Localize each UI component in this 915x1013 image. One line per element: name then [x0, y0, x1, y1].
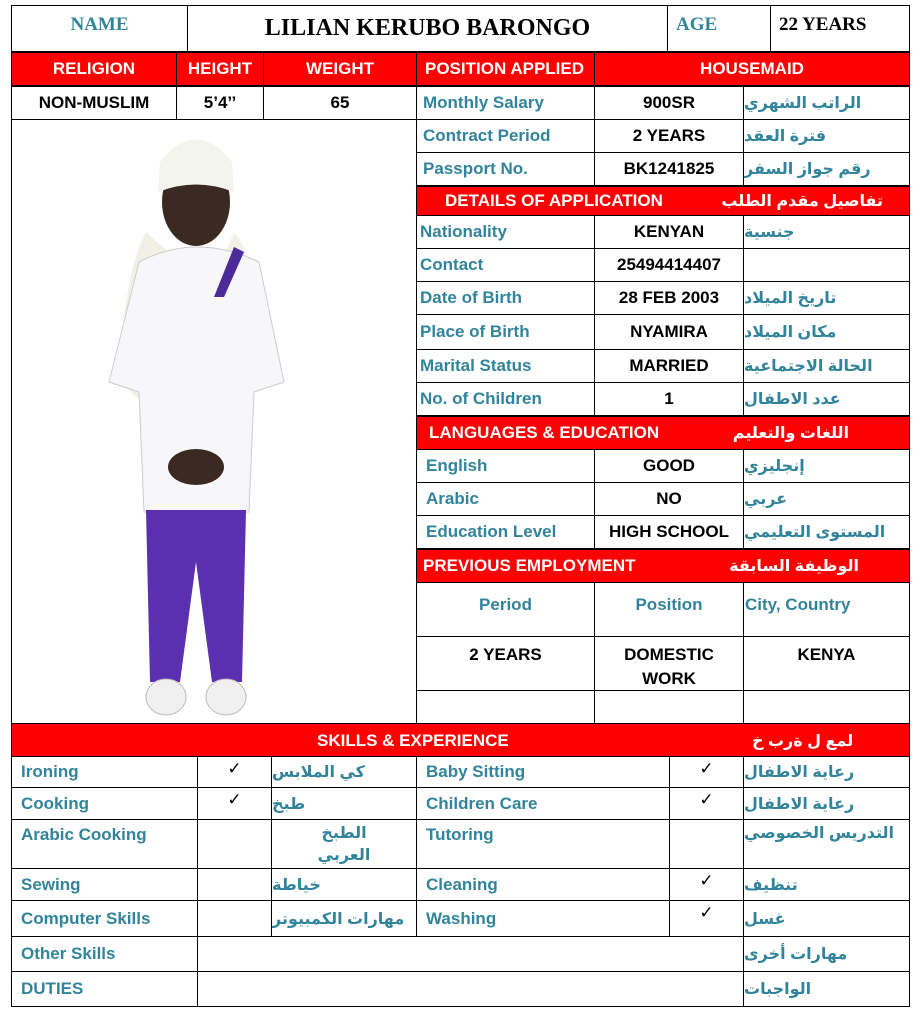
employment-title: PREVIOUS EMPLOYMENT [423, 556, 636, 575]
other-skills-value [197, 936, 744, 972]
employment-empty-3 [743, 690, 910, 724]
employment-title-ar: الوظيفة السابقة [729, 558, 859, 575]
dob-ar: تاريخ الميلاد [743, 281, 910, 315]
skill-washing-ar: غسل [743, 900, 910, 937]
skill-cooking-check-icon: ✓ [197, 787, 272, 820]
employment-header [416, 549, 910, 583]
skill-ironing-label: Ironing [11, 756, 198, 788]
children-label: No. of Children [416, 382, 595, 416]
applicant-photo [11, 119, 417, 724]
skill-arabic-cooking-ar-line2: العربي [317, 847, 371, 864]
nationality-ar: جنسية [743, 215, 910, 249]
position-value: HOUSEMAID [594, 52, 910, 86]
education-label: Education Level [416, 515, 595, 549]
contact-value: 25494414407 [594, 248, 744, 282]
nationality-value: KENYAN [594, 215, 744, 249]
pob-ar: مكان الميلاد [743, 314, 910, 350]
religion-value: NON-MUSLIM [11, 86, 177, 120]
languages-title: LANGUAGES & EDUCATION [429, 423, 660, 442]
skill-arabic-cooking-ar [271, 819, 417, 869]
skill-babysitting-ar: رعاية الاطفال [743, 756, 910, 788]
dob-value: 28 FEB 2003 [594, 281, 744, 315]
age-label: AGE [667, 5, 771, 52]
skill-washing-check-icon: ✓ [669, 900, 744, 937]
education-value: HIGH SCHOOL [594, 515, 744, 549]
skill-babysitting-label: Baby Sitting [416, 756, 670, 788]
skill-ironing-ar: كي الملابس [271, 756, 417, 788]
skill-tutoring-check [669, 819, 744, 869]
details-header [416, 186, 910, 216]
skill-babysitting-check-icon: ✓ [669, 756, 744, 788]
skill-childrencare-ar: رعاية الاطفال [743, 787, 910, 820]
employment-col-position: Position [594, 582, 744, 637]
name-label: NAME [11, 5, 188, 52]
skill-childrencare-check-icon: ✓ [669, 787, 744, 820]
monthly-salary-value: 900SR [594, 86, 744, 120]
english-value: GOOD [594, 449, 744, 483]
height-header: HEIGHT [176, 52, 264, 86]
employment-col-city: City, Country [743, 582, 910, 637]
languages-header [416, 416, 910, 450]
details-title-ar: تفاصيل مقدم الطلب [721, 193, 883, 210]
duties-value [197, 971, 744, 1007]
skills-title-ar: لمع ل ةرب خ [752, 733, 854, 750]
contract-period-ar: فترة العقد [743, 119, 910, 153]
employment-col-period: Period [416, 582, 595, 637]
employment-empty-1 [416, 690, 595, 724]
languages-title-ar: اللغات والتعليم [732, 425, 849, 442]
contact-ar [743, 248, 910, 282]
contract-period-label: Contract Period [416, 119, 595, 153]
passport-ar: رقم جواز السفر [743, 152, 910, 186]
skill-tutoring-ar: التدريس الخصوصي [743, 819, 910, 869]
skill-cleaning-ar: تنظيف [743, 868, 910, 901]
duties-label: DUTIES [11, 971, 198, 1007]
other-skills-label: Other Skills [11, 936, 198, 972]
passport-label: Passport No. [416, 152, 595, 186]
dob-label: Date of Birth [416, 281, 595, 315]
skill-washing-label: Washing [416, 900, 670, 937]
skill-arabic-cooking-check [197, 819, 272, 869]
skills-header [11, 723, 910, 757]
skill-cleaning-check-icon: ✓ [669, 868, 744, 901]
marital-ar: الحالة الاجتماعية [743, 349, 910, 383]
skill-cooking-ar: طبخ [271, 787, 417, 820]
skill-computer-check [197, 900, 272, 937]
monthly-salary-ar: الراتب الشهري [743, 86, 910, 120]
education-ar: المستوى التعليمي [743, 515, 910, 549]
monthly-salary-label: Monthly Salary [416, 86, 595, 120]
skill-ironing-check-icon: ✓ [197, 756, 272, 788]
other-skills-ar: مهارات أخرى [743, 936, 910, 972]
skill-cooking-label: Cooking [11, 787, 198, 820]
skill-childrencare-label: Children Care [416, 787, 670, 820]
skill-cleaning-label: Cleaning [416, 868, 670, 901]
height-value: 5’4’’ [176, 86, 264, 120]
pob-label: Place of Birth [416, 314, 595, 350]
arabic-label: Arabic [416, 482, 595, 516]
english-ar: إنجليزي [743, 449, 910, 483]
position-header: POSITION APPLIED [416, 52, 595, 86]
nationality-label: Nationality [416, 215, 595, 249]
skill-sewing-check [197, 868, 272, 901]
contact-label: Contact [416, 248, 595, 282]
religion-header: RELIGION [11, 52, 177, 86]
person-silhouette-icon [84, 122, 344, 722]
employment-empty-2 [594, 690, 744, 724]
employment-city-value: KENYA [743, 636, 910, 691]
duties-ar: الواجبات [743, 971, 910, 1007]
skill-arabic-cooking-label: Arabic Cooking [11, 819, 198, 869]
skill-sewing-ar: خياطة [271, 868, 417, 901]
skill-computer-label: Computer Skills [11, 900, 198, 937]
children-value: 1 [594, 382, 744, 416]
marital-value: MARRIED [594, 349, 744, 383]
age-value: 22 YEARS [770, 5, 910, 52]
weight-header: WEIGHT [263, 52, 417, 86]
employment-position-line2: WORK [642, 669, 696, 688]
skill-sewing-label: Sewing [11, 868, 198, 901]
applicant-name: LILIAN KERUBO BARONGO [187, 5, 668, 52]
employment-position-line1: DOMESTIC [624, 645, 714, 664]
skill-tutoring-label: Tutoring [416, 819, 670, 869]
pob-value: NYAMIRA [594, 314, 744, 350]
passport-value: BK1241825 [594, 152, 744, 186]
children-ar: عدد الاطفال [743, 382, 910, 416]
skills-title: SKILLS & EXPERIENCE [317, 731, 509, 750]
arabic-value: NO [594, 482, 744, 516]
skill-arabic-cooking-ar-line1: الطبخ [321, 825, 367, 842]
employment-position-value [594, 636, 744, 691]
skill-computer-ar: مهارات الكمبيوتر [271, 900, 417, 937]
arabic-ar: عربي [743, 482, 910, 516]
employment-period-value: 2 YEARS [416, 636, 595, 691]
contract-period-value: 2 YEARS [594, 119, 744, 153]
english-label: English [416, 449, 595, 483]
details-title: DETAILS OF APPLICATION [445, 191, 663, 210]
marital-label: Marital Status [416, 349, 595, 383]
weight-value: 65 [263, 86, 417, 120]
